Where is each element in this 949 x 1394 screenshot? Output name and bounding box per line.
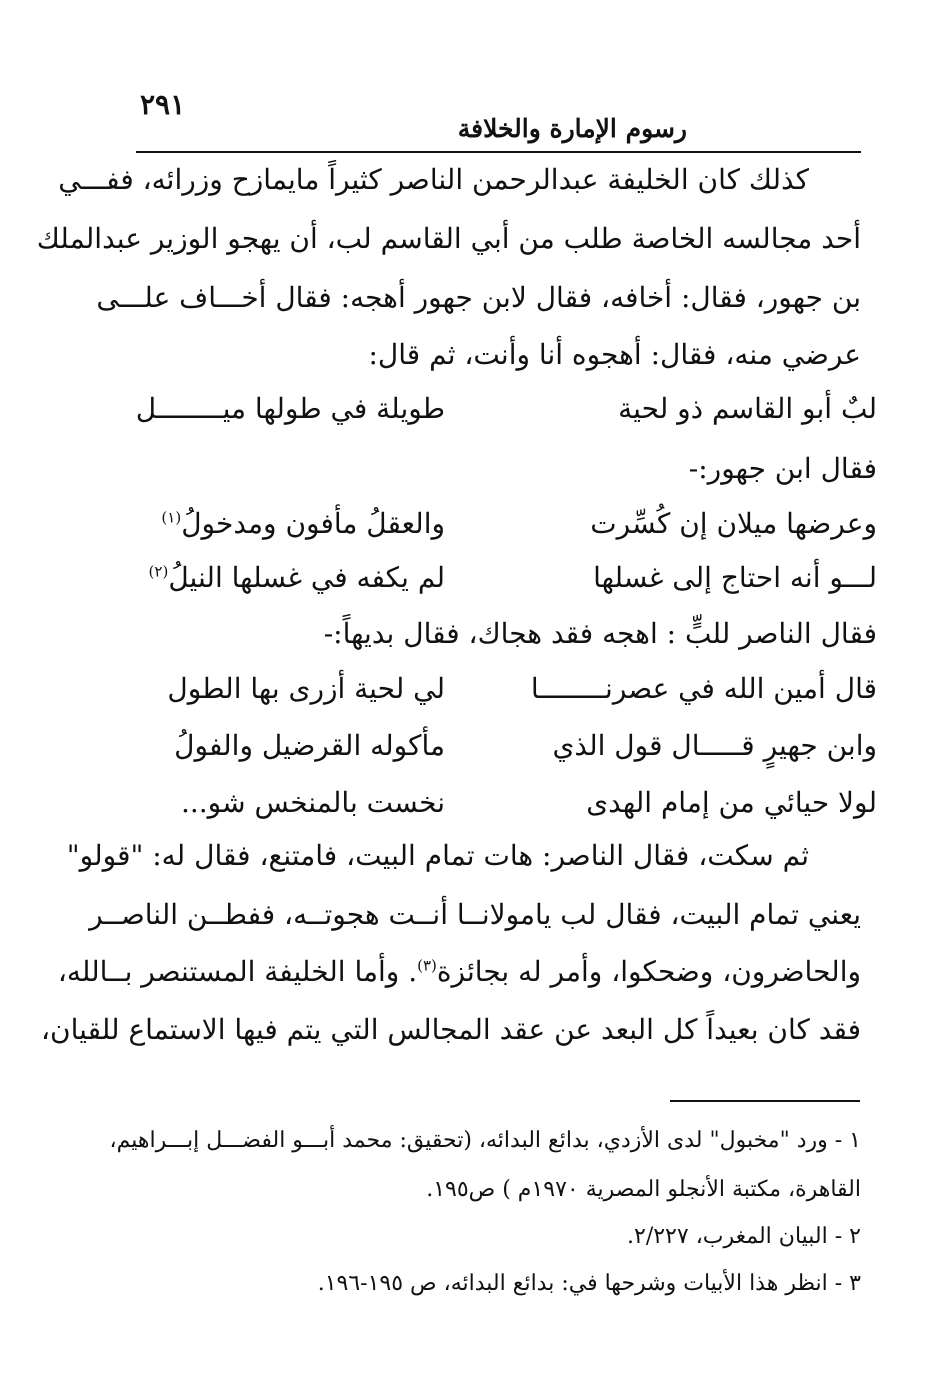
verse-intro: فقال ابن جهور:- — [688, 452, 877, 485]
paragraph-text: . وأما الخليفة المستنصر بــالله، — [57, 955, 418, 988]
paragraph-line: بن جهور، فقال: أخافه، فقال لابن جهور أهجه: فقال أخـــاف علـــى — [96, 281, 861, 314]
footnote-line: ٣ - انظر هذا الأبيات وشرحها في: بدائع البدائه، ص ١٩٥-١٩٦. — [317, 1271, 861, 1296]
paragraph-line — [57, 955, 861, 989]
verse-hemistich-left: طويلة في طولها ميــــــــل — [135, 392, 445, 425]
footnote-ref: (١) — [161, 508, 182, 527]
running-title: رسوم الإمارة والخلافة — [457, 114, 687, 143]
footnote-line: ١ - ورد "مخبول" لدى الأزدي، بدائع البدائه، (تحقيق: محمد أبـــو الفضـــل إبـــراهيم، — [109, 1128, 861, 1153]
verse-hemistich-right: لـــو أنه احتاج إلى غسلها — [593, 561, 877, 594]
verse-hemistich-left: لي لحية أزرى بها الطول — [167, 672, 445, 705]
footnote-line: ٢ - البيان المغرب، ٢/٢٢٧. — [627, 1224, 861, 1249]
verse-hemistich-right: قال أمين الله في عصرنــــــــا — [530, 672, 877, 705]
verse-hemistich-left: نخست بالمنخس شو... — [180, 786, 445, 819]
paragraph-line: يعني تمام البيت، فقال لب يامولانــا أنــت هجوتــه، ففطــن الناصــر — [89, 898, 861, 931]
paragraph-line: فقد كان بعيداً كل البعد عن عقد المجالس التي يتم فيها الاستماع للقيان، — [41, 1013, 861, 1046]
verse-hemistich-right: لولا حيائي من إمام الهدى — [586, 786, 877, 819]
verse-text: والعقلُ مأفون ومدخولُ — [181, 507, 445, 540]
footnote-ref: (٣) — [417, 956, 437, 975]
footnote-ref: (٢) — [148, 562, 169, 581]
verse-hemistich-left — [155, 507, 445, 541]
footnote-rule — [670, 1100, 860, 1102]
footnote-line: القاهرة، مكتبة الأنجلو المصرية ١٩٧٠م ) ص١٩٥. — [426, 1177, 861, 1202]
verse-hemistich-right: لبٌ أبو القاسم ذو لحية — [618, 392, 877, 425]
paragraph-line: كذلك كان الخليفة عبدالرحمن الناصر كثيراً مايمازح وزرائه، ففـــي — [58, 163, 809, 196]
paragraph-line: ثم سكت، فقال الناصر: هات تمام البيت، فامتنع، فقال له: "قولو" — [66, 839, 809, 872]
verse-hemistich-left: مأكوله القرضيل والفولُ — [174, 729, 445, 762]
verse-hemistich-right: وابن جهيرٍ قـــــال قول الذي — [552, 729, 877, 762]
paragraph-line: عرضي منه، فقال: أهجوه أنا وأنت، ثم قال: — [368, 338, 861, 371]
paragraph-text: والحاضرون، وضحكوا، وأمر له بجائزة — [436, 955, 861, 988]
verse-text: لم يكفه في غسلها النيلُ — [168, 561, 445, 594]
verse-hemistich-left — [148, 561, 445, 595]
verse-intro: فقال الناصر للبٍّ : اهجه فقد هجاك، فقال بديهاً:- — [323, 617, 877, 650]
header-rule — [136, 151, 861, 153]
verse-hemistich-right: وعرضها ميلان إن كُسِّرت — [590, 507, 877, 540]
page-number: ٢٩١ — [140, 88, 186, 121]
paragraph-line: أحد مجالسه الخاصة طلب من أبي القاسم لب، أن يهجو الوزير عبدالملك — [36, 222, 861, 255]
